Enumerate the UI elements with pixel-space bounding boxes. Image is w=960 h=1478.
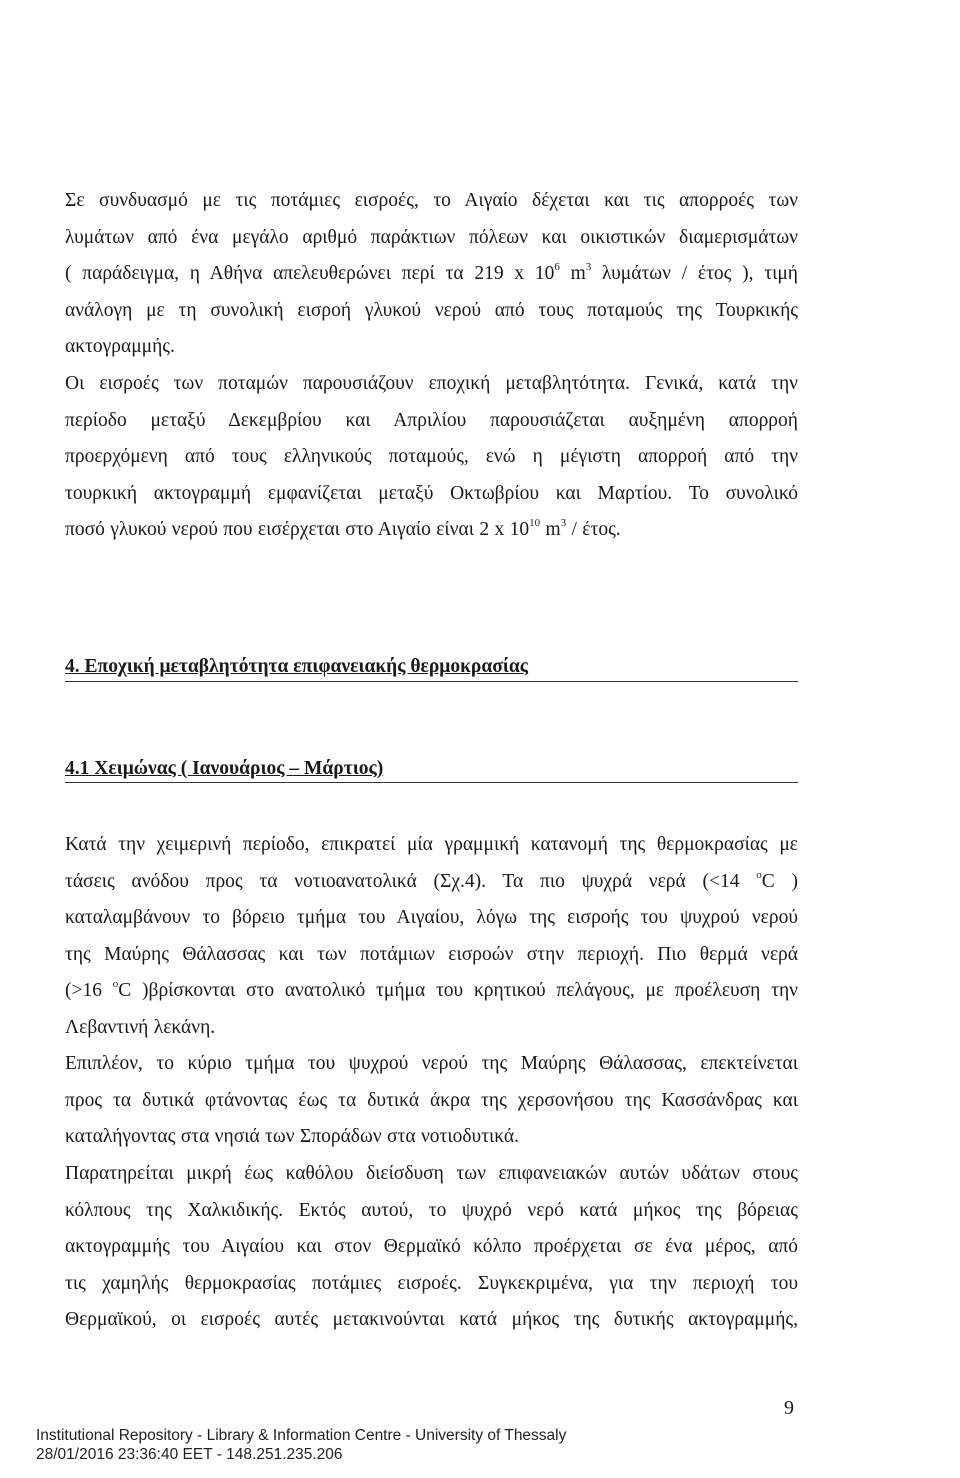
footer-repository: Institutional Repository - Library & Information Centre - University of Thessaly — [36, 1427, 567, 1444]
text-line: τάσεις ανόδου προς τα νοτιοανατολικά (Σχ.4). Τα πιο ψυχρά νερά (<14 $^o$C ) — [65, 868, 799, 892]
text-line: τουρκική ακτογραμμή εμφανίζεται μεταξύ Οκτωβρίου και Μαρτίου. Το συνολικό — [65, 482, 798, 504]
text-line: καταλήγοντας στα νησιά των Σποράδων στα νοτιοδυτικά. — [65, 1126, 520, 1148]
text-line: περίοδο μεταξύ Δεκεμβρίου και Απριλίου παρουσιάζεται αυξημένη απορροή — [65, 409, 798, 431]
text-line: κόλπους της Χαλκιδικής. Εκτός αυτού, το ψυχρό νερό κατά μήκος της βόρειας — [65, 1199, 798, 1221]
paragraph-black-sea-water — [65, 1046, 798, 1156]
text-line: ( παράδειγμα, η Αθήνα απελευθερώνει περί τα 219 x $10^6$ $m^3$ λυμάτων / έτος ), τιμή — [65, 261, 799, 285]
text-line: Λεβαντινή λεκάνη. — [65, 1016, 216, 1038]
paragraph-river-inflows — [65, 366, 798, 549]
text-line: Θερμαϊκού, οι εισροές αυτές μετακινούνται κατά μήκος της δυτικής ακτογραμμής, — [65, 1309, 798, 1331]
text-line: ακτογραμμής του Αιγαίου και στον Θερμαϊκό κόλπο προέρχεται σε ένα μέρος, από — [65, 1236, 798, 1258]
text-line: προς τα δυτικά φτάνοντας έως τα δυτικά άκρα της χερσονήσου της Κασσάνδρας και — [65, 1089, 798, 1111]
section-heading-rule — [65, 681, 798, 682]
text-line: της Μαύρης Θάλασσας και των ποτάμιων εισροών στην περιοχή. Πιο θερμά νερά — [65, 943, 798, 965]
section-heading: 4. Εποχική μεταβλητότητα επιφανειακής θερμοκρασίας — [65, 656, 529, 677]
text-line: ποσό γλυκού νερού που εισέρχεται στο Αιγαίο είναι 2 x $10^{10}$ $m^3$ / έτος. — [65, 517, 621, 541]
text-line: τις χαμηλής θερμοκρασίας ποτάμιες εισροές. Συγκεκριμένα, για την περιοχή του — [65, 1272, 798, 1294]
text-line: (>16 $^o$C )βρίσκονται στο ανατολικό τμήμα του κρητικού πελάγους, με προέλευση την — [65, 978, 798, 1002]
text-line: καταλαμβάνουν το βόρειο τμήμα του Αιγαίου, λόγω της εισροής του ψυχρού νερού — [65, 907, 798, 929]
text-line: Οι εισροές των ποταμών παρουσιάζουν εποχική μεταβλητότητα. Γενικά, κατά την — [65, 373, 798, 394]
subsection-heading: 4.1 Χειμώνας ( Ιανουάριος – Μάρτιος) — [65, 758, 384, 779]
footer-timestamp: 28/01/2016 23:36:40 EET - 148.251.235.206 — [36, 1446, 343, 1463]
text-line: Σε συνδυασμό με τις ποτάμιες εισροές, το Αιγαίο δέχεται και τις απορροές των — [65, 190, 798, 211]
text-line: ανάλογη με τη συνολική εισροή γλυκού νερού από τους ποταμούς της Τουρκικής — [65, 299, 798, 321]
paragraph-chalkidiki — [65, 1156, 798, 1339]
text-line: προερχόμενη από τους ελληνικούς ποταμούς, ενώ η μέγιστη απορροή από την — [65, 446, 798, 468]
text-line: Παρατηρείται μικρή έως καθόλου διείσδυση των επιφανειακών αυτών υδάτων στους — [65, 1163, 798, 1184]
subsection-heading-rule — [65, 782, 798, 783]
paragraph-winter-temperature — [65, 827, 798, 1047]
text-line: λυμάτων από ένα μεγάλο αριθμό παράκτιων πόλεων και οικιστικών διαμερισμάτων — [65, 226, 798, 248]
paragraph-wastewater — [65, 183, 798, 366]
text-line: Κατά την χειμερινή περίοδο, επικρατεί μία γραμμική κατανομή της θερμοκρασίας με — [65, 834, 798, 855]
page-number: 9 — [784, 1397, 794, 1419]
text-line: ακτογραμμής. — [65, 336, 175, 358]
text-line: Επιπλέον, το κύριο τμήμα του ψυχρού νερού της Μαύρης Θάλασσας, επεκτείνεται — [65, 1053, 798, 1074]
